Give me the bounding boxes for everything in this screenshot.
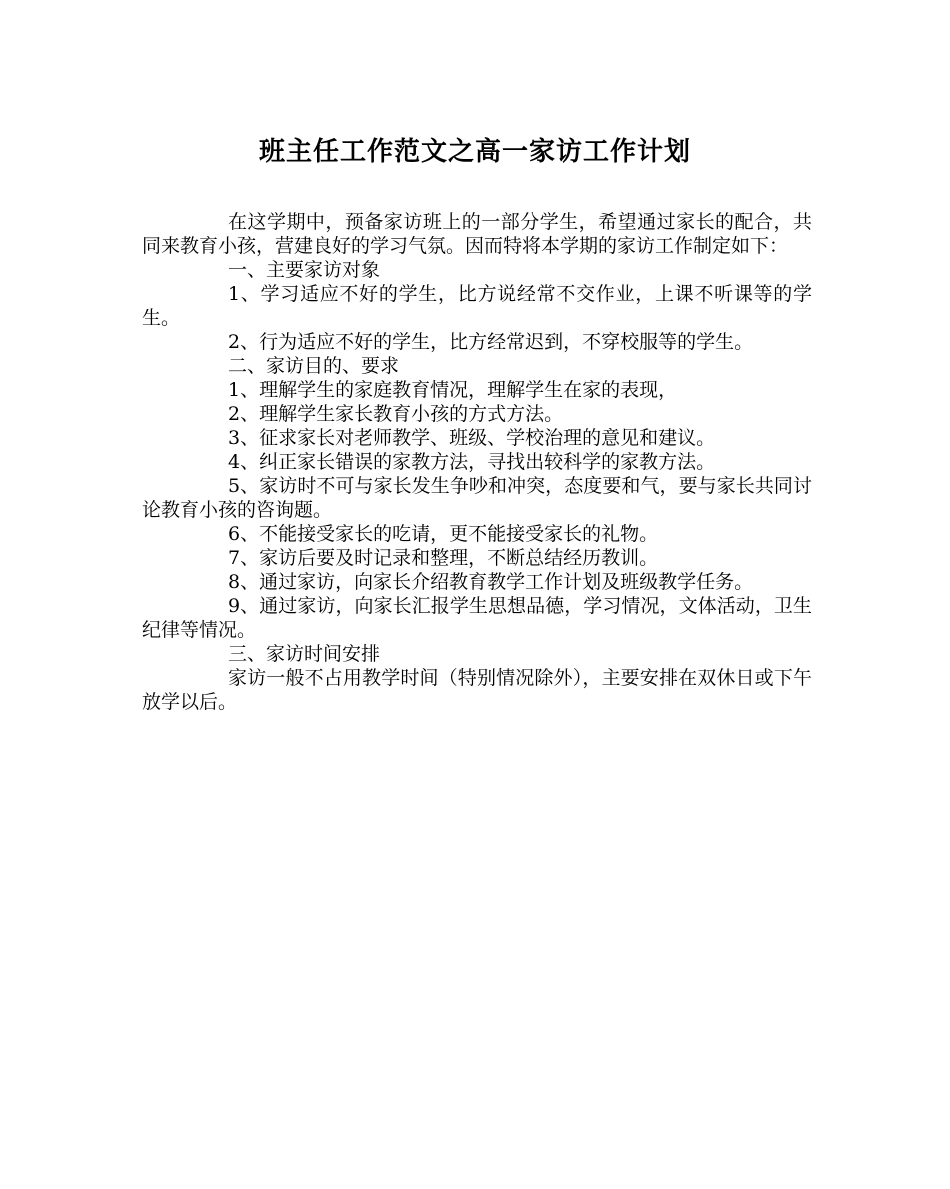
list-item: 3、征求家长对老师教学、班级、学校治理的意见和建议。 <box>228 427 716 449</box>
document-title: 班主任工作范文之高一家访工作计划 <box>258 137 691 167</box>
list-item: 1、学习适应不好的学生，比方说经常不交作业，上课不听课等的学生。 <box>142 283 812 329</box>
document-body <box>142 210 812 714</box>
list-item: 9、通过家访，向家长汇报学生思想品德，学习情况，文体活动，卫生纪律等情况。 <box>142 595 812 641</box>
heading-section-2: 二、家访目的、要求 <box>228 355 400 377</box>
heading-section-1: 一、主要家访对象 <box>228 259 381 281</box>
list-item: 2、理解学生家长教育小孩的方式方法。 <box>228 403 564 425</box>
paragraph-intro: 在这学期中，预备家访班上的一部分学生，希望通过家长的配合，共同来教育小孩，营建良好的学习气氛。因而特将本学期的家访工作制定如下： <box>142 211 812 257</box>
heading-section-3: 三、家访时间安排 <box>228 643 381 665</box>
list-item: 7、家访后要及时记录和整理，不断总结经历教训。 <box>228 547 659 569</box>
list-item: 2、行为适应不好的学生，比方经常迟到，不穿校服等的学生。 <box>228 331 754 353</box>
list-item: 4、纠正家长错误的家教方法，寻找出较科学的家教方法。 <box>228 451 716 473</box>
list-item: 1、理解学生的家庭教育情况，理解学生在家的表现， <box>228 379 678 401</box>
list-item: 6、不能接受家长的吃请，更不能接受家长的礼物。 <box>228 523 659 545</box>
list-item: 5、家访时不可与家长发生争吵和冲突，态度要和气，要与家长共同讨论教育小孩的咨询题。 <box>142 475 812 521</box>
list-item: 8、通过家访，向家长介绍教育教学工作计划及班级教学任务。 <box>228 571 754 593</box>
paragraph-schedule: 家访一般不占用教学时间（特别情况除外），主要安排在双休日或下午放学以后。 <box>142 667 812 713</box>
